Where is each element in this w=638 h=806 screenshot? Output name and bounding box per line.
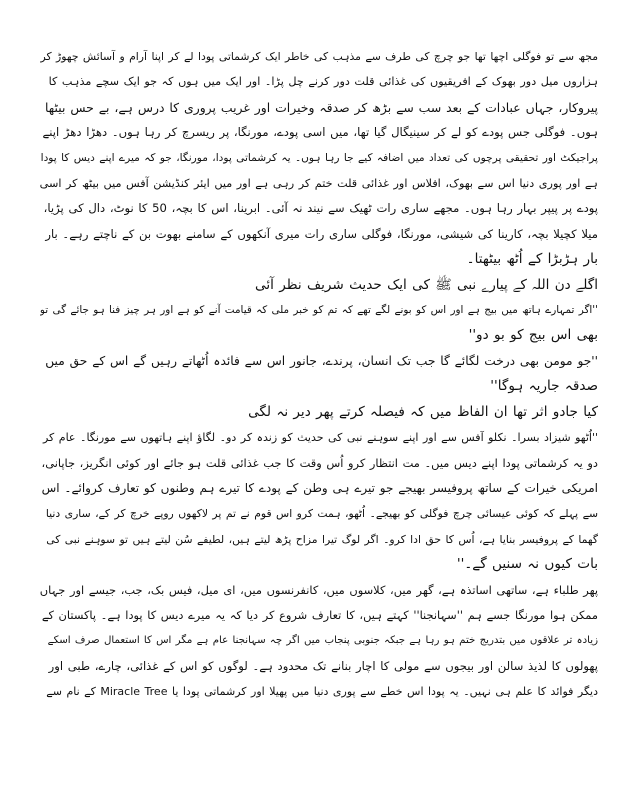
hadith-quote-line: ''جو مومن بھی درخت لگائے گا جب تک انسان، پرندے، جانور اس سے فائدہ اُٹھاتے رہیں گے اس کے حق میں (45, 353, 598, 368)
text-line: پراجیکٹ اور تحقیقی پرچوں کی تعداد میں اضافہ کیے جا رہا ہوں۔ یہ کرشماتی پودا، مورنگا، جو کہ میرے اپنے دیس کا پودا (40, 151, 598, 164)
hadith-quote-line: صدقہ جاریہ ہوگا'' (490, 378, 598, 395)
text-line: دو یہ کرشماتی پودا اپنے دیس میں۔ مت انتظار کرو اُس وقت کا جب غذائی قلت ہو جائے اور کوئی انگریز، جاپانی، (41, 455, 598, 470)
text-line: کیا جادو اثر تھا ان الفاظ میں کہ فیصلہ کرتے پھر دیر نہ لگی (248, 403, 598, 420)
text-line: پودے پر پیپر بہار رہا ہوں۔ مجھے ساری رات ٹھیک سے نیند نہ آئی۔ ابرینا، اس کا بچہ، 50 کا نوٹ، دال کی پڑیا، (43, 201, 598, 216)
text-line: پھر طلباء ہے، ساتھی اساتذہ ہے، گھر میں، کلاسوں میں، کانفرنسوں میں، ای میل، فیس بک، جب، جیسے اور جہاں (40, 582, 598, 597)
text-line: بات کیوں نہ سنیں گے۔'' (456, 556, 598, 573)
text-line: میلا کچیلا بچہ، کارینا کی شیشی، مورنگا، فوگلی ساری رات میری آنکھوں کے سامنے بھوت بن کے ناچتے رہے۔ بار (45, 226, 598, 241)
hadith-quote-line: بھی اس بیج کو بو دو'' (468, 327, 598, 344)
hadith-quote-line: ''اگر تمہارے ہاتھ میں بیج ہے اور اس کو بونے لگے تھے کہ تم کو خبر ملی کہ قیامت آنے کو ہے اور ہر چیز فنا ہو جائے گی تو (40, 304, 598, 317)
urdu-article-text (40, 44, 598, 705)
text-line: امریکی خیرات کے ساتھ پروفیسر بھیجے جو تیرے ہی وطن کے پودے کا تیرے ہم وطنوں کو تعارف کروائے۔ اس (41, 480, 598, 495)
text-line: پیروکار، جہاں عبادات کے بعد سب سے بڑھ کر صدقہ وخیرات اور غریب پروری کا درس ہے، بے حس بیٹھا (44, 99, 598, 115)
text-line: ممکن ہوا مورنگا جسے ہم ''سہانجنا'' کہتے ہیں، کا تعارف شروع کر دیا کہ یہ میرے دیس کا پودا ہے۔ پاکستان کے (41, 607, 598, 622)
text-line: گھما کے پروفیسر بنایا ہے، اُس کا حق ادا کرو۔ اگر لوگ تیرا مزاح پڑھ لیتے ہیں، لطیفے سُن لیتے ہیں تو سوہنے نبی کی (46, 532, 598, 546)
text-line: ہے اور پوری دنیا اس سے بھوک، افلاس اور غذائی قلت ختم کر رہی ہے اور میں ایئر کنڈیشن آفس میں بیٹھ کر اسی (40, 177, 598, 191)
text-line: بار ہڑبڑا کے اُٹھ بیٹھتا۔ (466, 251, 598, 268)
text-line: ہزاروں میل دور بھوک کے افریقیوں کی غذائی قلت دور کرنے چل پڑا۔ اور ایک میں ہوں کہ جو ایک سچے مذہب کا (48, 75, 598, 89)
hadith-intro-line: اگلے دن اللہ کے پیارے نبی ﷺ کی ایک حدیث شریف نظر آئی (255, 276, 598, 293)
text-line: زیادہ تر علاقوں میں بتدریج ختم ہو رہا ہے جبکہ جنوبی پنجاب میں اگر چہ سہانجنا عام ہے مگر اس کا استعمال صرف اسکے (47, 635, 598, 647)
text-line: ہوں۔ فوگلی جس پودے کو لے کر سینیگال گیا تھا، میں اسی پودے، مورنگا، پر ریسرچ کر رہا ہوں۔ دھڑا دھڑ اپنے (42, 125, 598, 140)
text-line: ''اُٹھو شیزاد بسرا۔ نکلو آفس سے اور اپنے سوہنے نبی کی حدیث کو زندہ کر دو۔ لگاؤ اپنے ہاتھوں سے مورنگا۔ عام کر (42, 431, 598, 445)
text-line: مجھ سے تو فوگلی اچھا تھا جو چرچ کی طرف سے مذہب کی خاطر ایک کرشماتی پودا لے کر اپنا آرام و آسائش چھوڑ کر (40, 50, 598, 63)
text-line: دیگر فوائد کا علم ہی نہیں۔ یہ پودا اس خطے سے پوری دنیا میں پھیلا اور کرشماتی پودا یا Miracle Tree کے نام سے (46, 685, 598, 699)
text-line: پھولوں کا لذیذ سالن اور بیجوں سے مولی کا اچار بنانے تک محدود ہے۔ لوگوں کو اس کے غذائی، چارے، طبی اور (48, 658, 598, 673)
text-line: سے پہلے کہ کوئی عیسائی چرچ فوگلی کو بھیجے۔ اُٹھو، ہمت کرو اس قوم نے تم پر لاکھوں روپے خرچ کر کے، ساری دنیا (45, 507, 598, 521)
